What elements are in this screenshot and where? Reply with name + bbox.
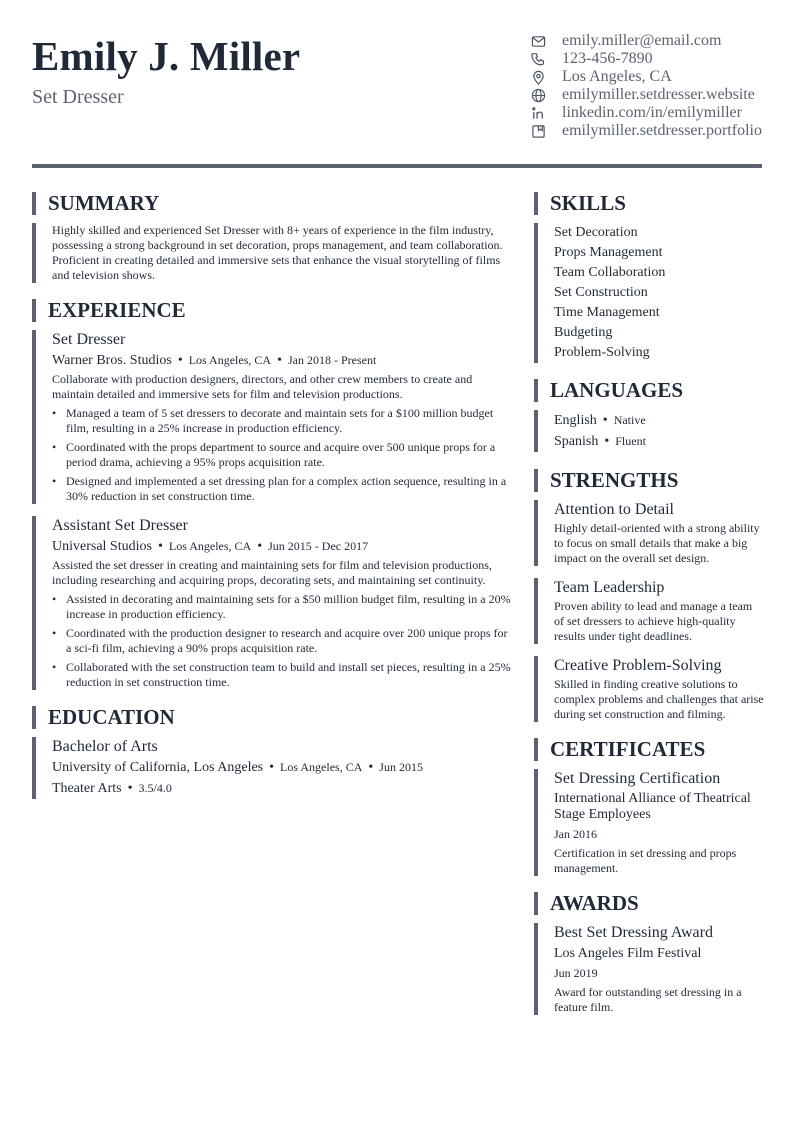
certificate-date: Jan 2016 (554, 827, 597, 841)
strength-item (534, 656, 764, 722)
right-column (534, 192, 764, 1015)
skill-item: Budgeting (554, 325, 613, 340)
job-bullet: • Managed a team of 5 set dressers to decorate and maintain sets for a $100 million budget film, resulting in a 25% increase in production efficiency. (52, 406, 512, 436)
skills-heading: SKILLS (534, 192, 764, 215)
job-bullet: • Designed and implemented a set dressing plan for a complex action sequence, resulting in a 30% reduction in set construction time. (52, 474, 512, 504)
skill-item: Problem-Solving (554, 345, 650, 360)
job-title: Set Dresser (52, 331, 126, 348)
skill-item: Props Management (554, 245, 663, 260)
certificate-text: Certification in set dressing and props management. (554, 846, 737, 875)
strength-title: Team Leadership (554, 579, 665, 596)
job-description: Collaborate with production designers, directors, and other crew members to create and maintain detailed and immersive sets for film and television productions. (52, 372, 473, 401)
job-bullet: • Coordinated with the production designer to research and acquire over 200 unique props for a sci-fi film, achieving a 90% props acquisition rate. (52, 626, 512, 656)
contact-location-text: Los Angeles, CA (562, 68, 672, 85)
strengths-heading: STRENGTHS (534, 469, 764, 492)
certificate-issuer: International Alliance of Theatrical Stage Employees (554, 791, 751, 822)
globe-icon (530, 87, 546, 103)
job-bullet: • Collaborated with the set construction team to build and install set pieces, resulting in a 25% reduction in set construction time. (52, 660, 512, 690)
candidate-name: Emily J. Miller (32, 33, 301, 79)
linkedin-icon (530, 105, 546, 121)
education-entry (32, 737, 512, 799)
left-column (32, 192, 512, 799)
contact-website-text: emilymiller.setdresser.website (562, 86, 755, 103)
strength-title: Attention to Detail (554, 501, 674, 518)
certificate-item (534, 769, 764, 876)
contact-website[interactable] (530, 86, 770, 104)
summary-heading: SUMMARY (32, 192, 512, 215)
job-entry (32, 330, 512, 504)
strength-title: Creative Problem-Solving (554, 657, 722, 674)
language-level: Fluent (615, 434, 646, 448)
education-gpa: 3.5/4.0 (138, 781, 172, 795)
education-field: Theater Arts (52, 781, 122, 796)
portfolio-icon (530, 123, 546, 139)
strength-item (534, 500, 764, 566)
job-bullet: • Coordinated with the props department to source and acquire over 500 unique props for a period drama, achieving a 95% props acquisition rate. (52, 440, 512, 470)
job-dates: Jun 2015 - Dec 2017 (268, 539, 369, 553)
education-date: Jun 2015 (379, 760, 423, 774)
language-name: Spanish (554, 434, 599, 449)
skill-item: Team Collaboration (554, 265, 666, 280)
certificate-name: Set Dressing Certification (554, 770, 721, 787)
job-bullets (52, 592, 512, 690)
summary-text: Highly skilled and experienced Set Dresser with 8+ years of experience in the film industry, possessing a strong background in set decoration, props management, and team collaboration. Proficient in creating detailed and immersive sets that enhance the visual storytelling of films and television shows. (52, 223, 503, 282)
language-item: English • Native (554, 413, 646, 428)
candidate-role: Set Dresser (32, 86, 124, 108)
strength-text: Skilled in finding creative solutions to complex problems and challenges that arise during set construction and filming. (554, 677, 764, 721)
award-text: Award for outstanding set dressing in a feature film. (554, 985, 742, 1014)
job-meta: Universal Studios • Los Angeles, CA • Jun 2015 - Dec 2017 (52, 539, 369, 554)
contact-location (530, 68, 770, 86)
envelope-icon (530, 33, 546, 49)
skills-list (534, 223, 764, 363)
contact-phone-text: 123-456-7890 (562, 50, 653, 67)
strength-text: Highly detail-oriented with a strong ability to focus on small details that make a big impact on the overall set design. (554, 521, 760, 565)
strength-text: Proven ability to lead and manage a team of set dressers to achieve high-quality results under tight deadlines. (554, 599, 753, 643)
header-divider (32, 164, 762, 168)
skill-item: Set Decoration (554, 225, 638, 240)
job-company: Warner Bros. Studios (52, 353, 172, 368)
contact-portfolio-text: emilymiller.setdresser.portfolio (562, 122, 762, 139)
education-heading: EDUCATION (32, 706, 512, 729)
awards-heading: AWARDS (534, 892, 764, 915)
award-issuer: Los Angeles Film Festival (554, 946, 702, 961)
job-location: Los Angeles, CA (188, 353, 272, 367)
contact-phone[interactable] (530, 50, 770, 68)
education-meta: University of California, Los Angeles • Los Angeles, CA • Jun 2015 (52, 760, 423, 775)
phone-icon (530, 51, 546, 67)
education-field-meta: Theater Arts • 3.5/4.0 (52, 781, 172, 796)
contact-portfolio[interactable] (530, 122, 770, 140)
job-location: Los Angeles, CA (168, 539, 252, 553)
language-name: English (554, 413, 597, 428)
experience-heading: EXPERIENCE (32, 299, 512, 322)
contact-list (530, 32, 770, 140)
education-degree: Bachelor of Arts (52, 738, 158, 755)
award-item (534, 923, 764, 1015)
job-bullet: • Assisted in decorating and maintaining sets for a $50 million budget film, resulting in a 20% increase in production efficiency. (52, 592, 512, 622)
job-entry (32, 516, 512, 690)
job-bullets (52, 406, 512, 504)
strength-item (534, 578, 764, 644)
languages-list (534, 410, 764, 452)
summary-block (32, 223, 512, 283)
education-school: University of California, Los Angeles (52, 760, 264, 775)
contact-email-text: emily.miller@email.com (562, 32, 722, 49)
job-description: Assisted the set dresser in creating and maintaining sets for film and television productions, including researching and acquiring props, decorating sets, and maintaining set continuity. (52, 558, 492, 587)
job-dates: Jan 2018 - Present (287, 353, 377, 367)
skill-item: Time Management (554, 305, 660, 320)
award-date: Jun 2019 (554, 966, 598, 980)
education-location: Los Angeles, CA (280, 760, 363, 774)
contact-linkedin[interactable] (530, 104, 770, 122)
location-pin-icon (530, 69, 546, 85)
languages-heading: LANGUAGES (534, 379, 764, 402)
certificates-heading: CERTIFICATES (534, 738, 764, 761)
award-name: Best Set Dressing Award (554, 924, 713, 941)
contact-linkedin-text: linkedin.com/in/emilymiller (562, 104, 742, 121)
resume-header (32, 30, 762, 150)
language-item: Spanish • Fluent (554, 434, 646, 449)
contact-email[interactable] (530, 32, 770, 50)
job-company: Universal Studios (52, 539, 152, 554)
skill-item: Set Construction (554, 285, 648, 300)
language-level: Native (613, 413, 646, 427)
job-meta: Warner Bros. Studios • Los Angeles, CA • Jan 2018 - Present (52, 353, 377, 368)
job-title: Assistant Set Dresser (52, 517, 188, 534)
